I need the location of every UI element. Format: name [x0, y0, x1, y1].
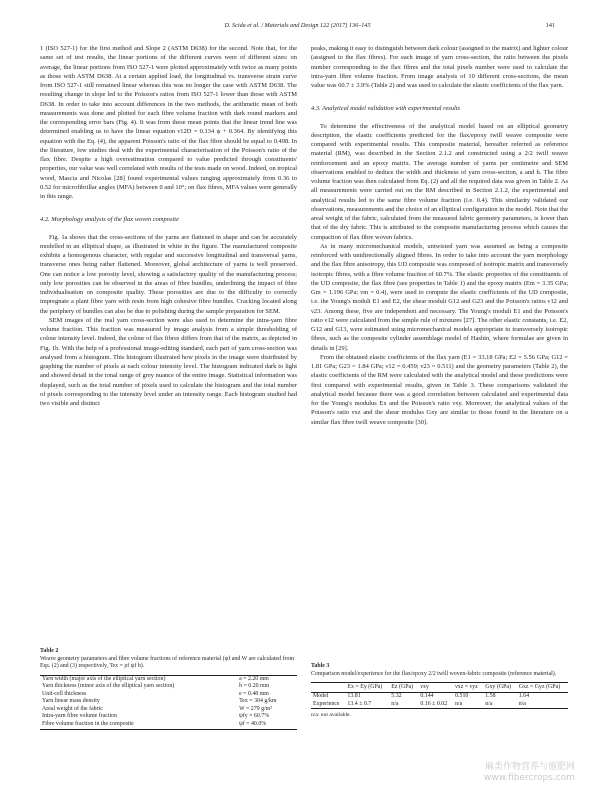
table-row: [311, 693, 568, 701]
watermark-line: www.fibercrops.com: [484, 773, 575, 783]
table-caption: Weave geometry parameters and fibre volume fractions of reference material (ψf and W are calculated from Eqs. (2) and (3) respectively, Tex = ρf ψf h).: [40, 655, 295, 669]
table-row: [40, 675, 297, 683]
section-heading: 4.2. Morphology analysis of the flax woven composite: [40, 216, 179, 224]
table-row: [311, 701, 568, 709]
parameter-value: ψfy = 60.7%: [239, 713, 270, 720]
parameter-value: ψf = 40.0%: [239, 721, 267, 728]
parameter-label: Yarn linear mass density: [42, 698, 100, 705]
table-2-body: [40, 675, 297, 730]
paragraph: As in many micromechanical models, untwisted yarn was assumed as being a composite reinforced with unidirectionally aligned fibres. In order to take into account the yarn morphology and the flax fibre anisotropy, this UD composite was composed of isotropic matrix and transversely isotropic fibres, with a fibre volume fraction of 60.7%. The elastic properties of the constituents of the UD composite, the flax fibre (see properties in Table 1) and the epoxy matrix (Em = 3.35 GPa; Gm = 1.196 GPa; νm = 0.4), were used to compute the elastic coefficients of the UD composite, i.e. the Young's moduli E1 and E2, the shear moduli G12 and G23 and the Poisson's ratios ν12 and ν23. Among these, five are independent and necessary. The Young's moduli E1 and the Poisson's ratio ν12 were calculated from the simple rule of mixtures [27]. The other elastic constants, i.e. E2, G12 and G13, were estimated using micromechanical models appropriate to transversely isotropic fibres, such as the composite cylinder assemblage model of Hashin, where formulae are given in details in [29].: [311, 242, 568, 352]
table-cell: 0.510: [455, 693, 469, 699]
watermark-line: 麻类作物营养与施肥网: [484, 762, 575, 772]
table-row: [40, 721, 297, 729]
table-row: [40, 691, 297, 699]
paragraph: From the obtained elastic coefficients of the flax yarn (E1 = 33.18 GPa; E2 = 5.56 GPa; G12 = 1.81 GPa; G23 = 1.84 GPa; ν12 = 0.459; ν23 = 0.511) and the geometry parameters (Table 2), the elastic coefficients of the RM were calculated with the analytical model and these predictions were first compared with experimental results, given in Table 3. These comparisons validated the analytical model because there was a good correlation between calculated and experimental data for the Young's modulus Ex and the Poisson's ratio νxy. Moreover, the analytical values of the Poisson's ratio νxz and the shear modulus Gxy are similar to those found in the literature on a similar flax fibre twill weave composite [30].: [311, 353, 568, 426]
table-cell: n/a: [455, 700, 463, 707]
table-3: [311, 663, 568, 718]
table-cell: n/a: [485, 700, 493, 707]
table-cell: Experience: [313, 700, 340, 707]
table-cell: 1.58: [485, 693, 496, 699]
table-title: Table 3: [311, 663, 330, 669]
table-title: Table 2: [40, 648, 59, 654]
column-header: [311, 683, 345, 693]
parameter-label: Unit-cell thickness: [42, 690, 87, 697]
table-cell: 0.144: [420, 693, 434, 699]
paragraph: peaks, making it easy to distinguish between dark colour (assigned to the matrix) and lighter colour (assigned to the flax fibres). For each image of yarn cross-section, the ratio between the pixels number corresponding to the flax fibres and the total pixels number were used to calculate the intra-yarn fibre volume fraction. From image analysis of 10 different cross-sections, the mean value was 60.7 ± 3.9% (Table 2) and was used to calculate the elastic coefficients of the flax yarn.: [311, 45, 568, 89]
parameter-value: Tex = 304 g/km: [239, 698, 277, 705]
table-note: n/a: not available.: [311, 712, 351, 719]
table-cell: 0.16 ± 0.02: [420, 700, 448, 707]
table-row: [40, 683, 297, 691]
journal-citation: D. Scida et al. / Materials and Design 122 (2017) 136–145: [224, 22, 371, 29]
table-cell: n/a: [518, 700, 526, 707]
parameter-value: a = 2.20 mm: [239, 675, 269, 682]
table-2: [40, 648, 297, 730]
table-cell: 5.32: [391, 693, 402, 699]
section-heading: 4.3. Analytical model validation with experimental results: [311, 105, 461, 113]
paragraph: SEM images of the real yarn cross-section were also used to determine the intra-yarn fibre volume fraction. This fraction was measured by image analysis from a simple thresholding of colour intensity level. Indeed, the colour of flax fibres differs from that of the matrix, as depicted in Fig. 1b. With the help of a professional image-editing standard, each part of yarn cross-section was analysed from a histogram. This histogram illustrated how pixels in the image were distributed by graphing the number of pixels at each colour intensity level. The histogram indicated dark to light and showed detail in the tonal range of grey nuance of the entire image. Statistical information was displayed, such as the total number of pixels used to calculate the histogram and the total number of pixels corresponding to the intensity level under an intensity range. Each histogram studied had two visible and distinct: [40, 316, 297, 407]
column-header: Gxz = Gyz (GPa): [517, 683, 568, 693]
parameter-label: Areal weight of the fabric: [42, 705, 103, 712]
right-column: [311, 44, 568, 427]
parameter-value: h = 0.20 mm: [239, 683, 270, 690]
table-caption: Comparison model/experience for the flax/epoxy 2/2 twill woven-fabric composite (reference material).: [311, 670, 557, 677]
column-header: Gxy (GPa): [483, 683, 516, 693]
paragraph: Fig. 1a shows that the cross-sections of the yarns are flattened in shape and can be accurately modelled in an elliptical shape, as illustrated in white in the figure. The manufactured composite exhibits a homogenous character, with regular and successive longitudinal and transversal yarns, transverse ones being rather flattened. Moreover, global architecture of yarns is well preserved. One can notice a low porosity level, showing a satisfactory quality of the manufacturing process; only low porosities can be observed in the areas of fibre bundles, underlining the impact of fibre individualisation on composite quality. These porosities are due to the difficulty to correctly impregnate a plant fibre yarn with resin from high cohesive fibre bundles. Cracking located along the periphery of bundles can also be due to polishing during the sample preparation for SEM.: [40, 233, 297, 315]
table-cell: 13.81: [347, 693, 361, 699]
watermark: [484, 762, 575, 784]
column-header: νxz = νyz: [453, 683, 483, 693]
table-cell: Model: [313, 693, 329, 699]
parameter-label: Yarn width (major axis of the elliptical yarn section): [42, 675, 166, 682]
parameter-value: e = 0.48 mm: [239, 690, 269, 697]
table-row: [40, 698, 297, 706]
table-3-body: [311, 682, 568, 709]
column-header: Ez (GPa): [389, 683, 418, 693]
parameter-label: Yarn thickness (minor axis of the elliptical yarn section): [42, 683, 175, 690]
table-cell: n/a: [391, 700, 399, 707]
paragraph: 1 (ISO 527-1) for the first method and Slope 2 (ASTM D638) for the second. Note that, for the same set of test results, the linear portions of the different curves were of different sizes: on average, the linear portions from ISO 527-1 were plotted approximately with twice as many points as those with ASTM D638. At a certain applied load, the longitudinal vs. transverse strain curve from ISO 527-1 still remained linear whereas this was no longer the case with ASTM D638. The resulting change in slope led to the Poisson's ratios from ISO 527-1 lower than those with ASTM D638. In order to take into account differences in the two methods, the arithmetic mean of both measurements was done and plotted for each fibre volume fraction with dark round markers and the corresponding error bars (Fig. 4). It was from these mean points that the linear trend line was determined enabling us to have the linear equation ν12D = 0.134 ψ + 0.364. By identifying this equation with the Eq. (4), the apparent Poisson's ratio of the flax fibre should be equal to 0.498. In the literature, few studies deal with the experimental characterisation of the Poisson's ratio of the flax fibre. Despite a high overestimation compared to value predicted through constituents' properties, our value was well correlated with results of the tests made on wood. Indeed, on tropical wood, Mascia and Nicolas [28] found experimental values ranging approximately from 0.36 to 0.52 for microfibrillar angles (MFA) between 0 and 10°; on flax fibres, MFA values were generally in this range.: [40, 45, 297, 200]
parameter-value: W = 279 g/m²: [239, 705, 273, 712]
left-column: [40, 44, 297, 408]
page-number: 141: [545, 22, 555, 29]
parameter-label: Fibre volume fraction in the composite: [42, 721, 134, 728]
running-header: [0, 22, 595, 34]
table-cell: 13.4 ± 0.7: [347, 700, 372, 707]
table-row: [40, 713, 297, 721]
table-cell: 1.64: [518, 693, 530, 699]
column-header: νxy: [418, 683, 453, 693]
column-header: Ex = Ey (GPa): [345, 683, 389, 693]
parameter-label: Intra-yarn fibre volume fraction: [42, 713, 118, 720]
paragraph: To determine the effectiveness of the analytical model based on an elliptical geometry description, the elastic coefficients predicted for the flax/epoxy twill weave composite were compared with experimental results. This composite material, hereafter referred as reference material (RM), was described in the Section 2.1.2 and constructed using a 2/2 twill weave reinforcement and an epoxy matrix. The average number of yarns per centimetre and SEM observations enabled to deduce the width and thickness of yarn cross-section, a and h. The fibre volume fraction was then calculated from Eq. (2) and all the required data was given in Table 2. As all measurements were carried out on the RM described in Section 2.1.2, the experimental and analytical results led to the same fibre volume fraction (i.e. 0.4). This similarity validated our observations, measurements and the choice of an elliptical configuration in the model. Note that the areal weight of the fabric, calculated from the measured fabric geometry parameters, is lower than that of the dry fabric. This is attributed to the composite manufacturing process which causes the compaction of flax fibre woven fabrics.: [311, 122, 568, 241]
